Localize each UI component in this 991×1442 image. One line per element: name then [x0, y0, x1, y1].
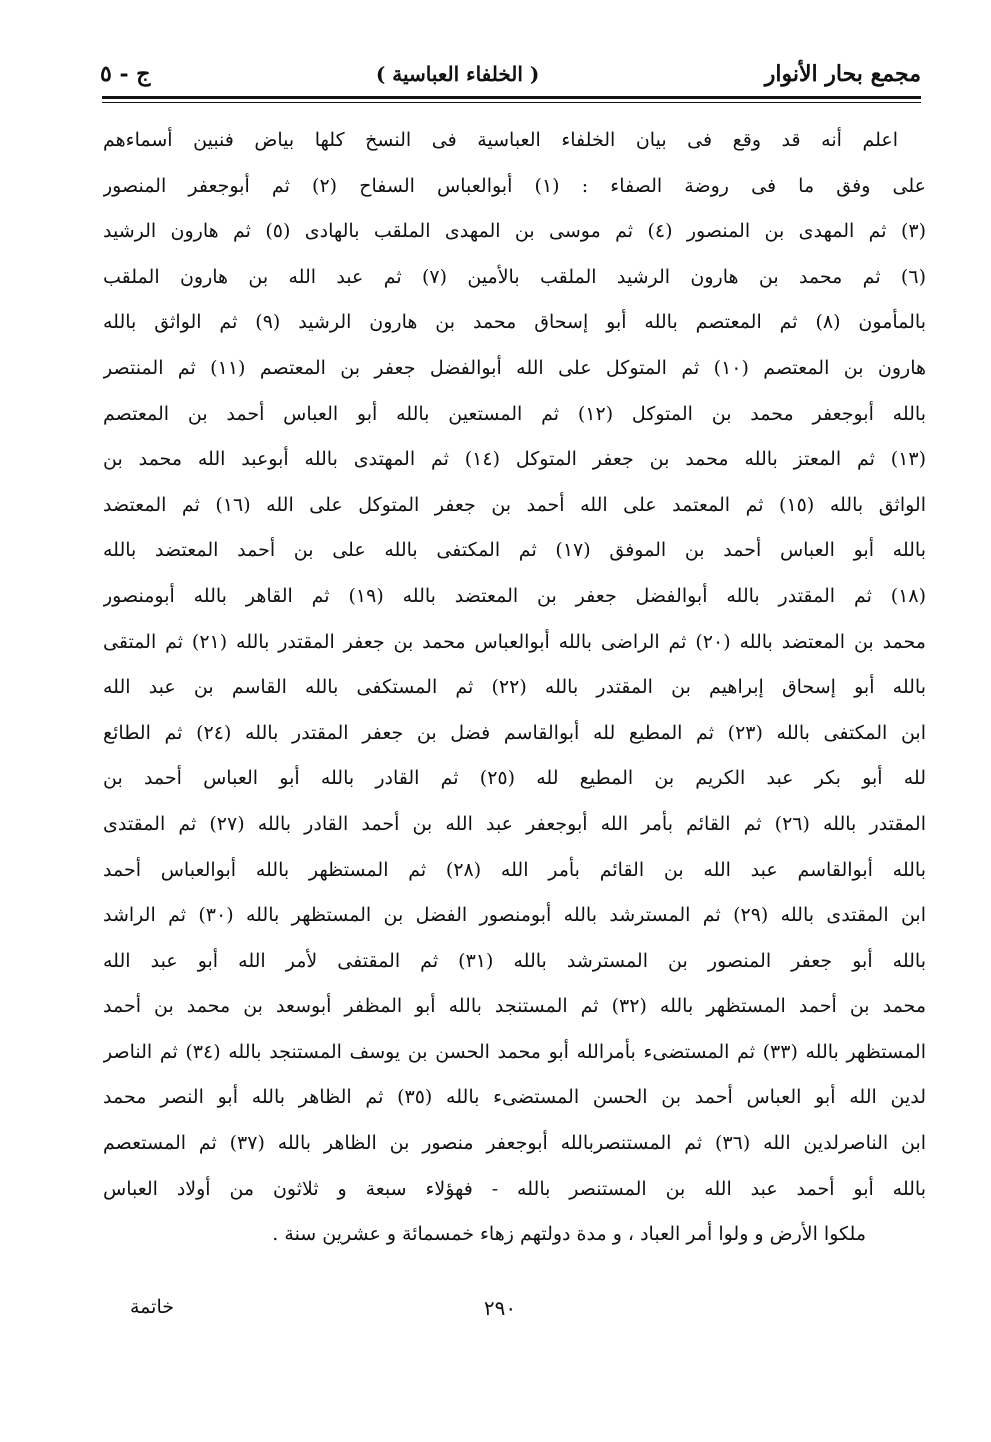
text-line: ابن المكتفى بالله (٢٣) ثم المطيع لله أبوالقاسم فضل بن جعفر المقتدر بالله (٢٤) ثم الطائع	[103, 721, 926, 744]
text-line: الواثق بالله (١٥) ثم المعتمد على الله أحمد بن جعفر المتوكل على الله (١٦) ثم المعتضد	[103, 493, 926, 516]
text-line: (٣) ثم المهدى بن المنصور (٤) ثم موسى بن المهدى الملقب بالهادى (٥) ثم هارون الرشيد	[103, 220, 926, 243]
catchword: خاتمة	[130, 1296, 174, 1318]
text-line: ابن المقتدى بالله (٢٩) ثم المسترشد بالله أبومنصور الفضل بن المستظهر بالله (٣٠) ثم الراشد	[103, 904, 926, 927]
text-line: بالله أبو جعفر المنصور بن المسترشد بالله (٣١) ثم المقتفى لأمر الله أبو عبد الله	[103, 949, 926, 972]
text-line: (١٨) ثم المقتدر بالله أبوالفضل جعفر بن المعتضد بالله (١٩) ثم القاهر بالله أبومنصور	[103, 584, 926, 607]
text-line: المقتدر بالله (٢٦) ثم القائم بأمر الله أبوجعفر عبد الله بن أحمد القادر بالله (٢٧) ثم المقتدى	[103, 812, 926, 835]
header-rule-thin	[102, 102, 921, 103]
text-line: بالمأمون (٨) ثم المعتصم بالله أبو إسحاق محمد بن هارون الرشيد (٩) ثم الواثق بالله	[103, 311, 926, 334]
running-header	[100, 52, 921, 96]
text-line: بالله أبوالقاسم عبد الله بن القائم بأمر الله (٢٨) ثم المستظهر بالله أبوالعباس أحمد	[103, 858, 926, 881]
text-line: بالله أبو أحمد عبد الله بن المستنصر بالله - فهؤلاء سبعة و ثلاثون من أولاد العباس	[103, 1177, 926, 1200]
page-number: ٢٩٠	[483, 1296, 517, 1320]
text-line: ابن الناصرلدين الله (٣٦) ثم المستنصربالله أبوجعفر منصور بن الظاهر بالله (٣٧) ثم المستعصم	[103, 1132, 926, 1155]
volume-label: ج - ٥	[100, 61, 151, 87]
section-title: ( الخلفاء العباسية )	[375, 62, 540, 86]
text-line: على وفق ما فى روضة الصفاء : (١) أبوالعباس السفاح (٢) ثم أبوجعفر المنصور	[103, 174, 926, 197]
text-line: بالله أبوجعفر محمد بن المتوكل (١٢) ثم المستعين بالله أبو العباس أحمد بن المعتصم	[103, 402, 926, 425]
book-title: مجمع بحار الأنوار	[764, 61, 921, 87]
text-line: اعلم أنه قد وقع فى بيان الخلفاء العباسية فى النسخ كلها بياض فنبين أسماءهم	[103, 129, 898, 151]
text-line: (٦) ثم محمد بن هارون الرشيد الملقب بالأمين (٧) ثم عبد الله بن هارون الملقب	[103, 265, 926, 288]
text-line: المستظهر بالله (٣٣) ثم المستضىء بأمرالله أبو محمد الحسن بن يوسف المستنجد بالله (٣٤) ثم الناصر	[103, 1040, 926, 1063]
text-line: محمد بن أحمد المستظهر بالله (٣٢) ثم المستنجد بالله أبو المظفر أبوسعد بن محمد بن أحمد	[103, 995, 926, 1018]
header-rule-thick	[102, 96, 921, 99]
body-text	[103, 118, 926, 1258]
text-line: بالله أبو العباس أحمد بن الموفق (١٧) ثم المكتفى بالله على بن أحمد المعتضد بالله	[103, 539, 926, 562]
text-line: محمد بن المعتضد بالله (٢٠) ثم الراضى بالله أبوالعباس محمد بن جعفر المقتدر بالله (٢١) ثم المتقى	[103, 630, 926, 653]
text-line: بالله أبو إسحاق إبراهيم بن المقتدر بالله (٢٢) ثم المستكفى بالله القاسم بن عبد الله	[103, 676, 926, 699]
text-line: هارون بن المعتصم (١٠) ثم المتوكل على الله أبوالفضل جعفر بن المعتصم (١١) ثم المنتصر	[103, 356, 926, 379]
text-line: لدين الله أبو العباس أحمد بن الحسن المستضىء بالله (٣٥) ثم الظاهر بالله أبو النصر محمد	[103, 1086, 926, 1109]
text-line: (١٣) ثم المعتز بالله محمد بن جعفر المتوكل (١٤) ثم المهتدى بالله أبوعبد الله محمد بن	[103, 448, 926, 471]
text-line: ملكوا الأرض و ولوا أمر العباد ، و مدة دولتهم زهاء خمسمائة و عشرين سنة .	[272, 1223, 866, 1246]
text-line: لله أبو بكر عبد الكريم بن المطيع لله (٢٥) ثم القادر بالله أبو العباس أحمد بن	[103, 767, 926, 790]
